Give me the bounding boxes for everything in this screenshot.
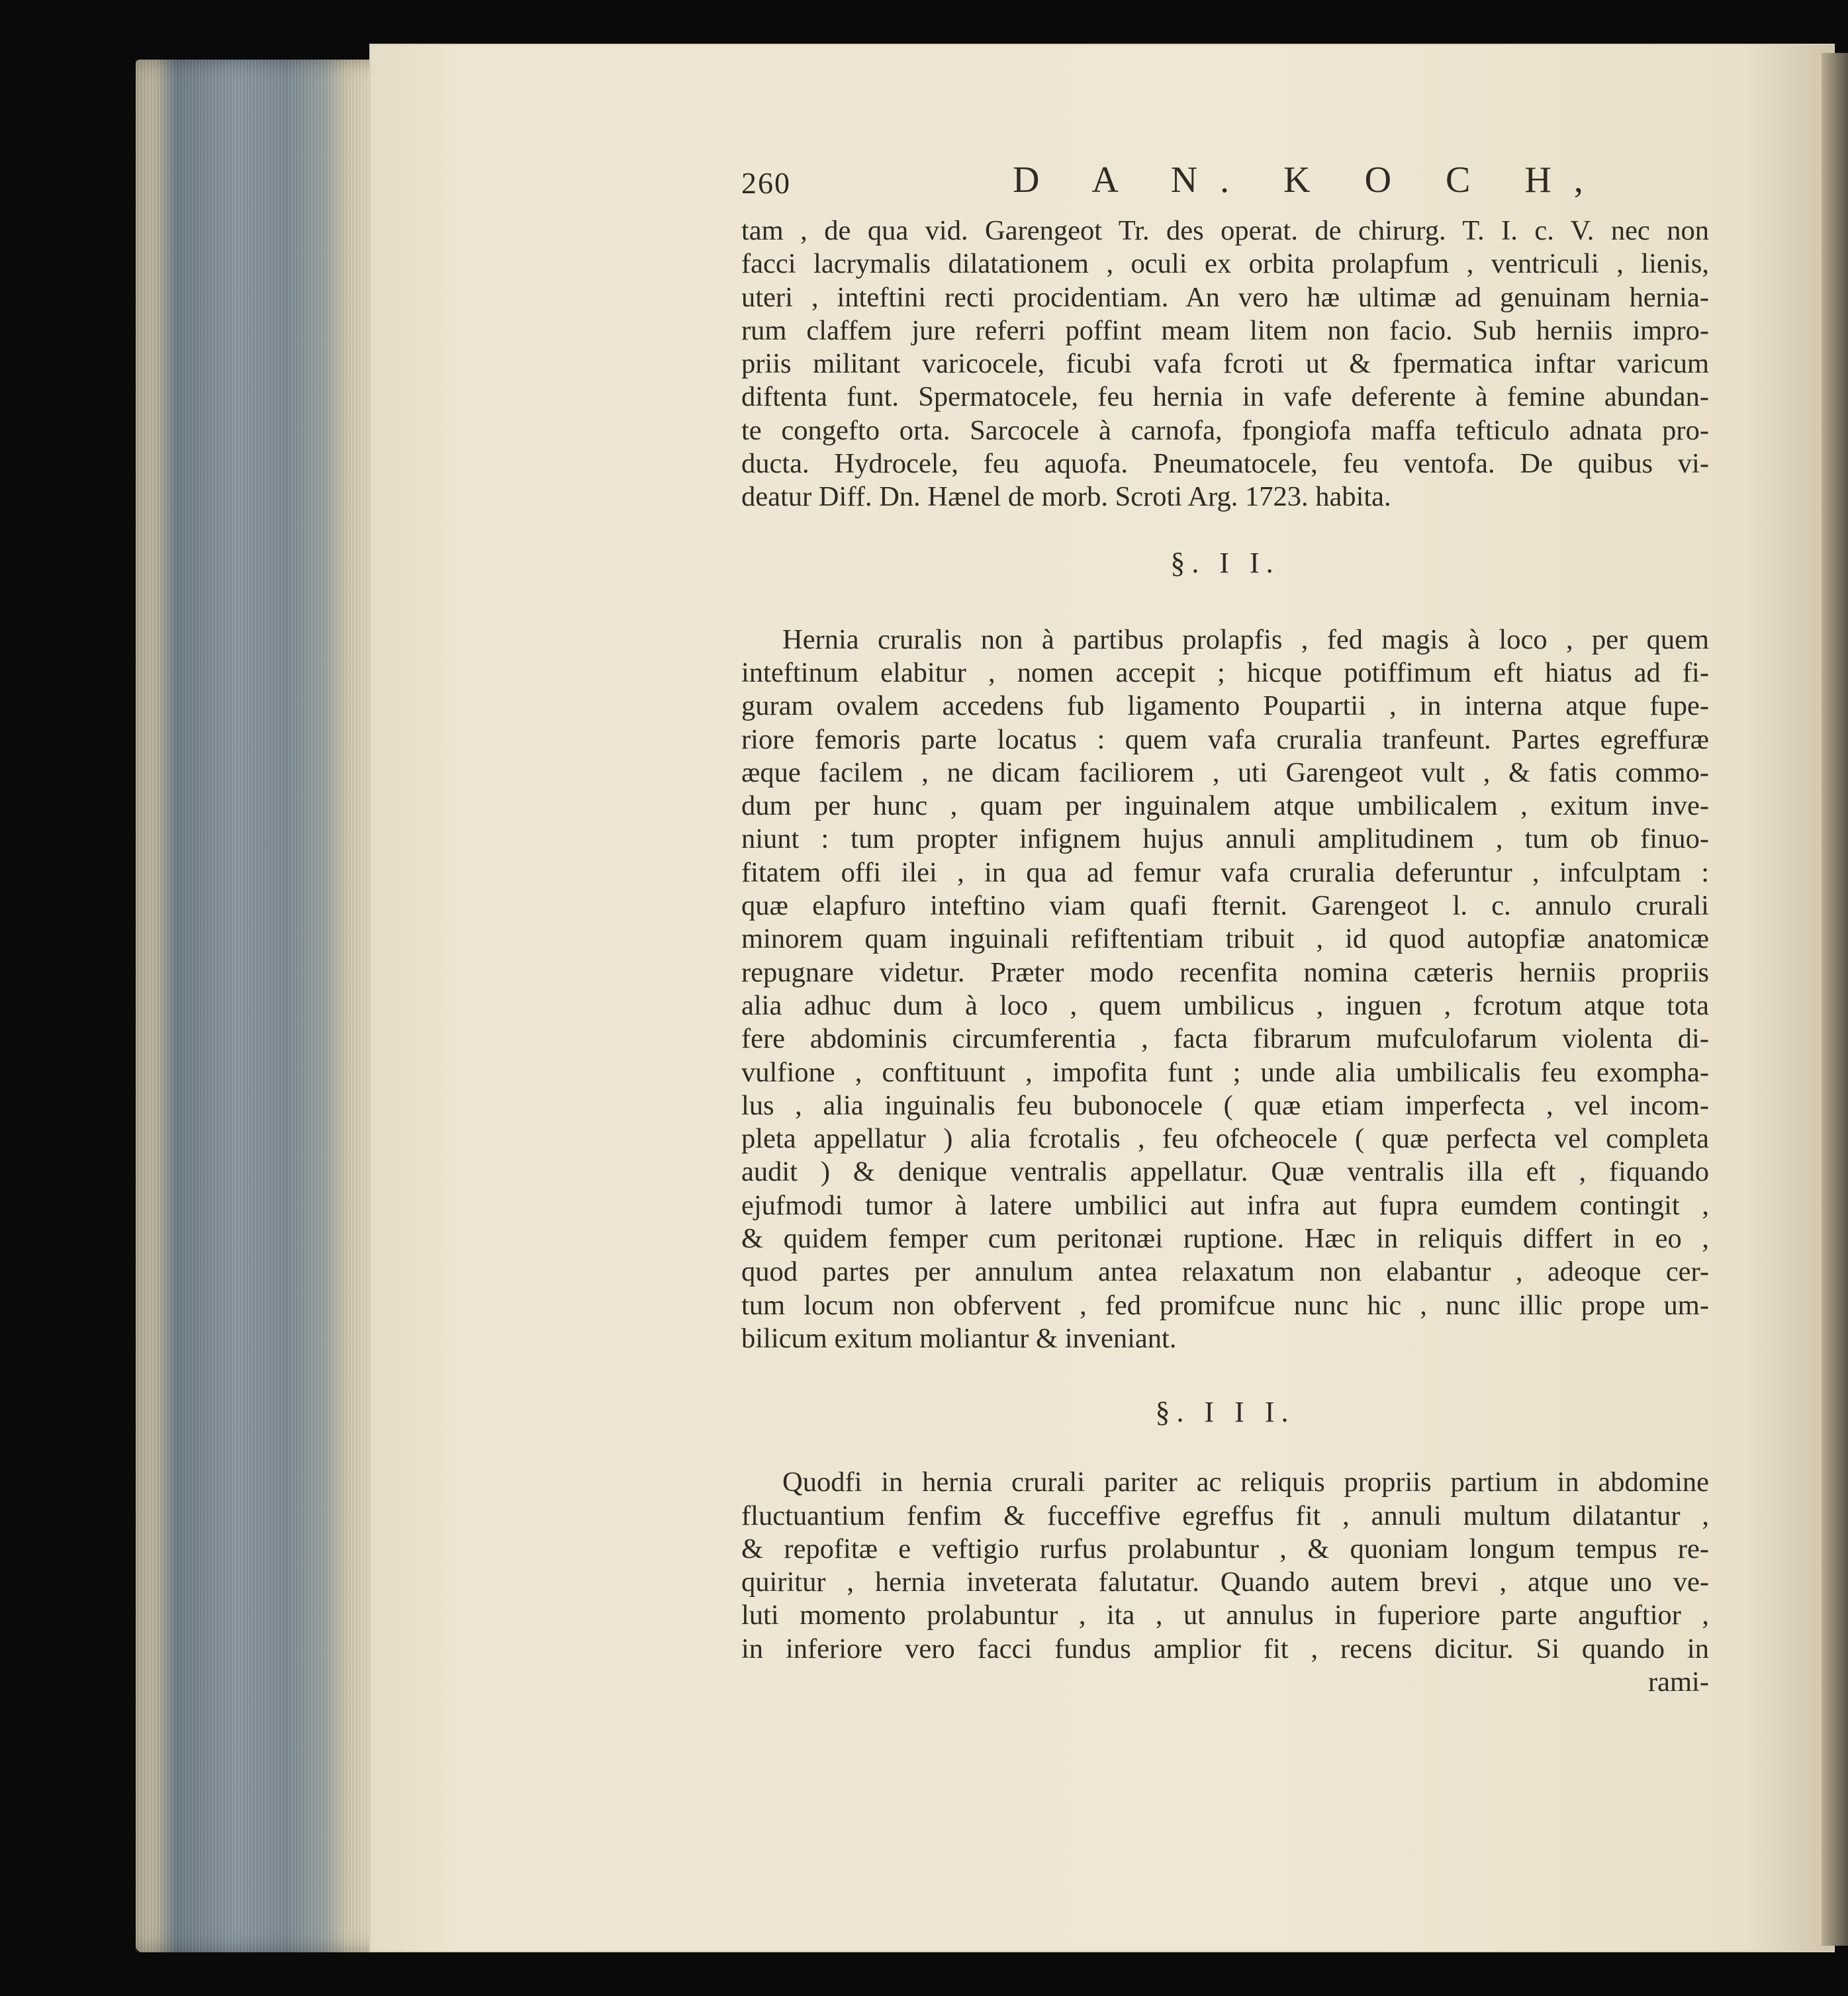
text-line: tam , de qua vid. Garengeot Tr. des operat. de chirurg. T. I. c. V. nec non xyxy=(741,215,1709,246)
text-line: fluctuantium fenfim & fucceffive egreffus fit , annuli multum dilatantur , xyxy=(741,1500,1709,1531)
text-line: in inferiore vero facci fundus amplior fit , recens dicitur. Si quando in xyxy=(741,1633,1709,1664)
text-line: & quidem femper cum peritonæi ruptione. Hæc in reliquis differt in eo , xyxy=(741,1223,1709,1255)
text-line: facci lacrymalis dilatationem , oculi ex orbita prolapfum , ventriculi , lienis, xyxy=(741,248,1709,280)
text-line: priis militant varicocele, ficubi vafa fcroti ut & fpermatica inftar varicum xyxy=(741,348,1709,380)
paragraph-section-3 xyxy=(741,1466,1709,1666)
text-line: & repofitæ e veftigio rurfus prolabuntur , & quoniam longum tempus re- xyxy=(741,1533,1709,1565)
text-line: repugnare videtur. Præter modo recenfita nomina cæteris herniis propriis xyxy=(741,956,1709,988)
section-heading-2: §. I I. xyxy=(1170,546,1280,579)
text-line: fitatem offi ilei , in qua ad femur vafa cruralia deferuntur , infculptam : xyxy=(741,856,1709,888)
text-line: niunt : tum propter infignem hujus annuli amplitudinem , tum ob finuo- xyxy=(741,823,1709,855)
text-line: bilicum exitum moliantur & inveniant. xyxy=(741,1322,1177,1354)
paragraph-intro xyxy=(741,214,1709,514)
text-line: fere abdominis circumferentia , facta fibrarum mufculofarum violenta di- xyxy=(741,1023,1709,1055)
text-line: quiritur , hernia inveterata falutatur. Quando autem brevi , atque uno ve- xyxy=(741,1566,1709,1598)
page-edges xyxy=(136,60,387,1952)
text-line: deatur Diff. Dn. Hænel de morb. Scroti Arg. 1723. habita. xyxy=(741,481,1391,513)
text-line: quæ elapfuro inteftino viam quafi fternit. Garengeot l. c. annulo crurali xyxy=(741,890,1709,922)
running-title: D A N. K O C H, xyxy=(1013,159,1606,201)
text-line: tum locum non obfervent , fed promifcue nunc hic , nunc illic prope um- xyxy=(741,1289,1709,1321)
paragraph-section-2 xyxy=(741,623,1709,1356)
text-line: guram ovalem accedens fub ligamento Poupartii , in interna atque fupe- xyxy=(741,690,1709,722)
facing-page-edge xyxy=(1822,53,1848,1946)
section-heading-3: §. I I I. xyxy=(1155,1396,1295,1429)
text-line: diftenta funt. Spermatocele, feu hernia in vafe deferente à femine abundan- xyxy=(741,381,1709,413)
text-line: æque facilem , ne dicam faciliorem , uti Garengeot vult , & fatis commo- xyxy=(741,756,1709,788)
text-line: vulfione , conftituunt , impofita funt ; unde alia umbilicalis feu exompha- xyxy=(741,1056,1709,1088)
running-head xyxy=(741,159,1709,214)
text-line: minorem quam inguinali refiftentiam tribuit , id quod autopfiæ anatomicæ xyxy=(741,923,1709,955)
text-line: Hernia cruralis non à partibus prolapfis , fed magis à loco , per quem xyxy=(782,623,1709,655)
page-number: 260 xyxy=(741,166,791,200)
text-line: riore femoris parte locatus : quem vafa cruralia tranfeunt. Partes egreffuræ xyxy=(741,723,1709,755)
text-line: uteri , inteftini recti procidentiam. An vero hæ ultimæ ad genuinam hernia- xyxy=(741,281,1709,313)
text-line: te congefto orta. Sarcocele à carnofa, fpongiofa maffa tefticulo adnata pro- xyxy=(741,414,1709,446)
text-line: Quodfi in hernia crurali pariter ac reliquis propriis partium in abdomine xyxy=(782,1467,1709,1498)
text-line: ducta. Hydrocele, feu aquofa. Pneumatocele, feu ventofa. De quibus vi- xyxy=(741,448,1709,480)
text-line: luti momento prolabuntur , ita , ut annulus in fuperiore parte anguftior , xyxy=(741,1600,1709,1631)
text-line: lus , alia inguinalis feu bubonocele ( quæ etiam imperfecta , vel incom- xyxy=(741,1089,1709,1121)
text-line: pleta appellatur ) alia fcrotalis , feu ofcheocele ( quæ perfecta vel completa xyxy=(741,1123,1709,1155)
text-line: quod partes per annulum antea relaxatum non elabantur , adeoque cer- xyxy=(741,1256,1709,1288)
text-line: audit ) & denique ventralis appellatur. Quæ ventralis illa eft , fiquando xyxy=(741,1156,1709,1188)
text-line: ejufmodi tumor à latere umbilici aut infra aut fupra eumdem contingit , xyxy=(741,1189,1709,1221)
page-content xyxy=(741,159,1709,1699)
catchword: rami- xyxy=(1647,1666,1709,1698)
text-line: inteftinum elabitur , nomen accepit ; hicque potiffimum eft hiatus ad fi- xyxy=(741,657,1709,688)
text-line: rum claffem jure referri poffint meam litem non facio. Sub herniis impro- xyxy=(741,314,1709,346)
text-line: dum per hunc , quam per inguinalem atque umbilicalem , exitum inve- xyxy=(741,790,1709,822)
text-line: alia adhuc dum à loco , quem umbilicus , inguen , fcrotum atque tota xyxy=(741,989,1709,1021)
